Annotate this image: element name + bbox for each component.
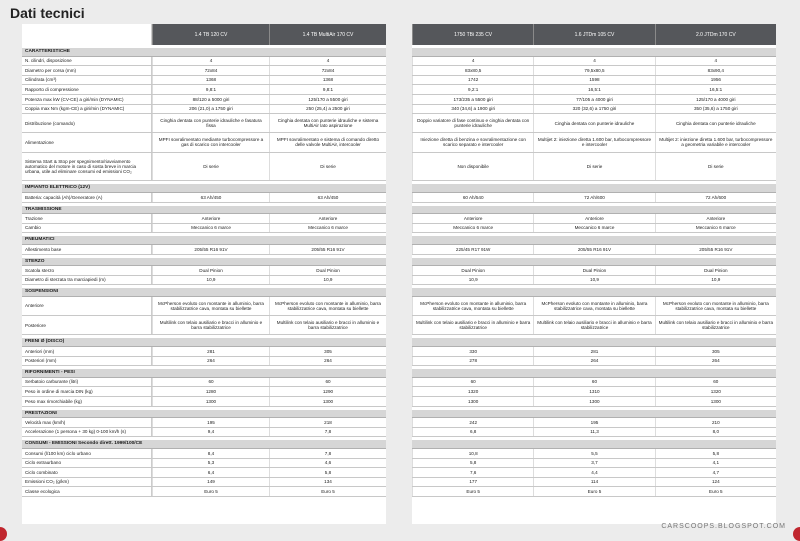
section-header-row xyxy=(412,236,776,245)
spec-row xyxy=(22,224,386,234)
spec-value: 205/55 R16 91V xyxy=(269,245,386,254)
spec-value: Multilink con telaio ausiliario e bracci in alluminio e barra stabilizzatrice xyxy=(655,316,776,334)
spec-value: 10,8 xyxy=(412,449,533,458)
section-header-row xyxy=(22,184,386,193)
spec-row xyxy=(22,478,386,488)
spec-label: Diametro di sterzata tra marciapiedi (m) xyxy=(22,276,152,285)
spec-value: Multilink con telaio ausiliario e bracci in alluminio e barra stabilizzatrice xyxy=(533,316,654,334)
spec-row xyxy=(22,468,386,478)
spec-label: Trazione xyxy=(22,214,152,223)
spec-value: 320 (32,6) a 1750 giri xyxy=(533,105,654,114)
spec-value: 124 xyxy=(655,478,776,487)
spec-value: Euro 5 xyxy=(533,487,654,496)
spec-value: Cinghia dentata con punterie idrauliche e sistema MultiAir lato aspirazione xyxy=(269,114,386,132)
spec-row xyxy=(412,347,776,357)
spec-row xyxy=(22,133,386,152)
spec-value: 250 (25,4) a 2500 giri xyxy=(269,105,386,114)
spec-value: Multijet 2: iniezione diretta 1.600 bar, turbocompressore e intercooler xyxy=(533,133,654,151)
spec-value: Di serie xyxy=(533,153,654,181)
spec-value: 205/55 R16 91V xyxy=(533,245,654,254)
spec-value: 8,4 xyxy=(152,449,269,458)
spec-value: Dual Pinion xyxy=(269,266,386,275)
spec-value: 6,8 xyxy=(412,428,533,437)
spec-value: 218 xyxy=(269,418,386,427)
spec-row xyxy=(22,95,386,105)
spec-value: 16,5:1 xyxy=(533,85,654,94)
spec-value: 1280 xyxy=(152,387,269,396)
spec-value: 225/45 R17 91W xyxy=(412,245,533,254)
spec-row xyxy=(412,478,776,488)
spec-row xyxy=(22,114,386,133)
spec-value: Di serie xyxy=(655,153,776,181)
spec-value: Euro 5 xyxy=(152,487,269,496)
spec-value: 6,4 xyxy=(152,468,269,477)
section-title xyxy=(412,184,776,192)
spec-value: 195 xyxy=(152,418,269,427)
spec-value: 63 Ah/450 xyxy=(269,193,386,202)
section-header-row xyxy=(22,258,386,267)
section-title: RIFORNIMENTI - PESI xyxy=(25,370,75,376)
section-header-row xyxy=(22,410,386,419)
spec-value: McPherson evoluto con montante in alluminio, barra stabilizzatrice cava, montata su biellette xyxy=(655,297,776,315)
spec-value: 278 xyxy=(412,357,533,366)
spec-row xyxy=(22,66,386,76)
spec-value: 5,5 xyxy=(533,449,654,458)
spec-value: 1310 xyxy=(533,387,654,396)
section-header-row xyxy=(412,369,776,378)
spec-row xyxy=(412,133,776,152)
section-title: CONSUMI - EMISSIONI Secondo dirett. 1999/100/CE xyxy=(25,441,143,447)
spec-value: 63 Ah/450 xyxy=(152,193,269,202)
section-header-row xyxy=(22,236,386,245)
spec-value: Cinghia dentata con punterie idrauliche xyxy=(655,114,776,132)
spec-label: Emissioni CO₂ (g/km) xyxy=(22,478,152,487)
spec-row xyxy=(412,245,776,255)
spec-value: 5,8 xyxy=(655,449,776,458)
spec-row xyxy=(412,224,776,234)
spec-label: Posteriori (mm) xyxy=(22,357,152,366)
spec-label: Peso in ordine di marcia DIN (kg) xyxy=(22,387,152,396)
spec-label: Cambio xyxy=(22,224,152,233)
spec-row xyxy=(22,85,386,95)
spec-label: Velocità max (km/h) xyxy=(22,418,152,427)
spec-label: Anteriore xyxy=(22,297,152,315)
spec-value: 210 xyxy=(655,418,776,427)
spec-value: 60 xyxy=(655,378,776,387)
spec-label: Sistema Start & Stop per spegnimento/riavviamento automatico del motore in caso di sosta breve in marcia urbana, utile ad eliminare consumi ed emissioni CO₂ xyxy=(22,153,152,181)
page-title: Dati tecnici xyxy=(10,5,85,21)
spec-value: Non disponibile xyxy=(412,153,533,181)
spec-value: 7,8 xyxy=(269,428,386,437)
spec-row xyxy=(412,297,776,316)
spec-value: 83x90,4 xyxy=(655,66,776,75)
section-title: FRENI Ø (DISCO) xyxy=(25,339,65,345)
spec-label: Ciclo combinato xyxy=(22,468,152,477)
spec-value: 10,9 xyxy=(412,276,533,285)
spec-value: 177 xyxy=(412,478,533,487)
spec-row xyxy=(22,153,386,182)
spec-value: 60 xyxy=(269,378,386,387)
spec-value: 9,2:1 xyxy=(412,85,533,94)
section-title: PRESTAZIONI xyxy=(25,410,57,416)
spec-value: 1300 xyxy=(152,397,269,406)
spec-value: 11,3 xyxy=(533,428,654,437)
spec-value: 1956 xyxy=(655,76,776,85)
section-title xyxy=(412,338,776,346)
spec-value: Anteriore xyxy=(412,214,533,223)
spec-value: 60 Ah/540 xyxy=(412,193,533,202)
spec-row xyxy=(412,193,776,203)
column-header: 1.4 TB 120 CV xyxy=(152,24,269,45)
spec-label: Allestimento base xyxy=(22,245,152,254)
spec-row xyxy=(412,459,776,469)
spec-value: 9,8:1 xyxy=(152,85,269,94)
spec-label: Accelerazione (1 persona + 30 kg) 0-100 km/h (s) xyxy=(22,428,152,437)
spec-row xyxy=(22,57,386,67)
spec-value: Dual Pinion xyxy=(533,266,654,275)
header-label-spacer xyxy=(22,24,152,45)
spec-value: Cinghia dentata con punterie idrauliche xyxy=(533,114,654,132)
spec-value: McPherson evoluto con montante in alluminio, barra stabilizzatrice cava, montata su biellette xyxy=(152,297,269,315)
spec-row xyxy=(22,214,386,224)
spec-value: 305 xyxy=(269,347,386,356)
section-header-row xyxy=(412,338,776,347)
spec-row xyxy=(22,357,386,367)
spec-value: Dual Pinion xyxy=(655,266,776,275)
section-header-row xyxy=(22,440,386,449)
spec-row xyxy=(412,276,776,286)
spec-value: Multilink con telaio ausiliario e bracci in alluminio e barra stabilizzatrice xyxy=(152,316,269,334)
spec-value: Multijet 2: iniezione diretta 1.600 bar, turbocompressore a geometria variabile e intercooler xyxy=(655,133,776,151)
spec-value: 4,7 xyxy=(655,468,776,477)
spec-value: 4 xyxy=(152,57,269,66)
section-title: SOSPENSIONI xyxy=(25,289,59,295)
column-header: 2.0 JTDm 170 CV xyxy=(655,24,776,45)
spec-value: 60 xyxy=(412,378,533,387)
spec-value: Dual Pinion xyxy=(412,266,533,275)
spec-value: 4,4 xyxy=(533,468,654,477)
spec-row xyxy=(22,397,386,407)
column-header: 1750 TBi 235 CV xyxy=(412,24,533,45)
section-title: PNEUMATICI xyxy=(25,237,55,243)
spec-value: 125/170 a 5500 giri xyxy=(269,95,386,104)
section-header-row xyxy=(412,206,776,215)
spec-row xyxy=(412,214,776,224)
spec-value: 72x84 xyxy=(269,66,386,75)
spec-value: 242 xyxy=(412,418,533,427)
spec-row xyxy=(412,76,776,86)
spec-value: 281 xyxy=(533,347,654,356)
spec-value: Di serie xyxy=(269,153,386,181)
spec-label: Potenza max kW (CV-CE) a giri/min (DYNAMIC) xyxy=(22,95,152,104)
spec-row xyxy=(22,487,386,497)
spec-value: McPherson evoluto con montante in alluminio, barra stabilizzatrice cava, montata su biellette xyxy=(269,297,386,315)
spec-label: Cilindrata (cm³) xyxy=(22,76,152,85)
spec-value: 114 xyxy=(533,478,654,487)
spec-value: 330 xyxy=(412,347,533,356)
section-header-row xyxy=(412,410,776,419)
spec-value: 206 (21,0) a 1750 giri xyxy=(152,105,269,114)
spec-value: 88/120 a 5000 giri xyxy=(152,95,269,104)
spec-value: 1368 xyxy=(152,76,269,85)
spec-value: McPherson evoluto con montante in alluminio, barra stabilizzatrice cava, montata su biellette xyxy=(533,297,654,315)
spec-value: 340 (34,6) a 1900 giri xyxy=(412,105,533,114)
spec-value: 10,9 xyxy=(269,276,386,285)
spec-row xyxy=(22,378,386,388)
section-header-row xyxy=(22,48,386,57)
spec-value: Meccanico 6 marce xyxy=(533,224,654,233)
spec-value: 195 xyxy=(533,418,654,427)
spec-row xyxy=(412,85,776,95)
spec-row xyxy=(412,105,776,115)
spec-row xyxy=(22,449,386,459)
spec-label: Batteria: capacità (Ah)/Generatore (A) xyxy=(22,193,152,202)
spec-row xyxy=(22,297,386,316)
spec-row xyxy=(22,387,386,397)
spec-label: Coppia max Nm (kgm-CE) a giri/min (DYNAMIC) xyxy=(22,105,152,114)
spec-value: Meccanico 6 marce xyxy=(152,224,269,233)
section-title xyxy=(412,369,776,377)
column-header: 1.4 TB MultiAir 170 CV xyxy=(269,24,386,45)
spec-value: 3,7 xyxy=(533,459,654,468)
spec-row xyxy=(22,418,386,428)
spec-row xyxy=(412,153,776,182)
spec-value: 205/55 R16 91V xyxy=(655,245,776,254)
spec-row xyxy=(412,266,776,276)
spec-value: 4 xyxy=(269,57,386,66)
spec-row xyxy=(22,428,386,438)
spec-value: 134 xyxy=(269,478,386,487)
spec-label: Anteriori (mm) xyxy=(22,347,152,356)
left-spec-table xyxy=(22,24,386,524)
section-title xyxy=(412,206,776,214)
spec-value: MPFI sovralimentato mediante turbocompressore a gas di scarico con intercooler xyxy=(152,133,269,151)
section-title: IMPIANTO ELETTRICO (12V) xyxy=(25,185,90,191)
spec-value: 9,8:1 xyxy=(269,85,386,94)
spec-value: 79,5x80,5 xyxy=(533,66,654,75)
spec-row xyxy=(412,487,776,497)
spec-label: Diametro per corsa (mm) xyxy=(22,66,152,75)
right-spec-table xyxy=(412,24,776,524)
spec-row xyxy=(22,245,386,255)
spec-label: N. cilindri, disposizione xyxy=(22,57,152,66)
spec-value: 1300 xyxy=(412,397,533,406)
column-header: 1.6 JTDm 105 CV xyxy=(533,24,654,45)
spec-value: 83x80,5 xyxy=(412,66,533,75)
spec-value: 10,9 xyxy=(655,276,776,285)
spec-value: 1290 xyxy=(269,387,386,396)
spec-value: Multilink con telaio ausiliario e bracci in alluminio e barra stabilizzatrice xyxy=(412,316,533,334)
spec-value: Anteriore xyxy=(655,214,776,223)
spec-row xyxy=(412,316,776,335)
spec-value: 264 xyxy=(152,357,269,366)
spec-value: McPherson evoluto con montante in alluminio, barra stabilizzatrice cava, montata su biellette xyxy=(412,297,533,315)
spec-value: 4 xyxy=(533,57,654,66)
spec-row xyxy=(412,66,776,76)
spec-value: 7,6 xyxy=(412,468,533,477)
spec-value: 173/235 a 5500 giri xyxy=(412,95,533,104)
spec-row xyxy=(22,316,386,335)
spec-value: 5,8 xyxy=(412,459,533,468)
section-title: CARATTERISTICHE xyxy=(25,49,70,55)
spec-value: Cinghia dentata con punterie idrauliche e fasatura fissa xyxy=(152,114,269,132)
spec-label: Peso max rimorchiabile (kg) xyxy=(22,397,152,406)
spec-value: Multilink con telaio ausiliario e bracci in alluminio e barra stabilizzatrice xyxy=(269,316,386,334)
spec-row xyxy=(22,459,386,469)
spec-row xyxy=(412,387,776,397)
spec-value: 9,4 xyxy=(152,428,269,437)
spec-row xyxy=(412,378,776,388)
spec-row xyxy=(22,276,386,286)
section-header-row xyxy=(412,48,776,57)
spec-value: 305 xyxy=(655,347,776,356)
spec-value: 205/55 R16 91V xyxy=(152,245,269,254)
spec-value: 4,1 xyxy=(655,459,776,468)
section-title: STERZO xyxy=(25,258,45,264)
section-header-row xyxy=(22,369,386,378)
section-header-row xyxy=(412,440,776,449)
spec-value: 4,6 xyxy=(269,459,386,468)
spec-row xyxy=(412,428,776,438)
spec-value: 72 Ah/600 xyxy=(533,193,654,202)
section-title: TRASMISSIONE xyxy=(25,206,62,212)
spec-value: Di serie xyxy=(152,153,269,181)
section-header-row xyxy=(412,258,776,267)
spec-value: 1300 xyxy=(655,397,776,406)
spec-value: Dual Pinion xyxy=(152,266,269,275)
spec-row xyxy=(412,468,776,478)
spec-value: 4 xyxy=(655,57,776,66)
spec-value: 1598 xyxy=(533,76,654,85)
spec-value: 125/170 a 4000 giri xyxy=(655,95,776,104)
spec-value: 72x84 xyxy=(152,66,269,75)
spec-value: 10,9 xyxy=(152,276,269,285)
section-header-row xyxy=(412,288,776,297)
spec-label: Classe ecologica xyxy=(22,487,152,496)
spec-label: Rapporto di compressione xyxy=(22,85,152,94)
spec-value: 5,8 xyxy=(269,468,386,477)
section-title xyxy=(412,440,776,448)
section-title xyxy=(412,236,776,244)
spec-label: Posteriore xyxy=(22,316,152,334)
spec-label: Ciclo extraurbano xyxy=(22,459,152,468)
spec-value: 60 xyxy=(533,378,654,387)
section-title xyxy=(412,288,776,296)
decorative-corner-left xyxy=(0,527,7,541)
spec-value: Anteriore xyxy=(269,214,386,223)
spec-label: Consumi (l/100 km) ciclo urbano xyxy=(22,449,152,458)
spec-row xyxy=(412,57,776,67)
spec-row xyxy=(412,357,776,367)
spec-value: 10,9 xyxy=(533,276,654,285)
spec-row xyxy=(22,105,386,115)
spec-label: Scatola sterzo xyxy=(22,266,152,275)
spec-value: 5,3 xyxy=(152,459,269,468)
section-header-row xyxy=(412,184,776,193)
spec-value: Euro 5 xyxy=(655,487,776,496)
spec-value: Doppio variatore di fase continuo e cinghia dentata con punterie idrauliche xyxy=(412,114,533,132)
decorative-corner-right xyxy=(793,527,800,541)
spec-value: 7,8 xyxy=(269,449,386,458)
spec-value: 264 xyxy=(533,357,654,366)
spec-value: 149 xyxy=(152,478,269,487)
spec-value: 1300 xyxy=(533,397,654,406)
section-title xyxy=(412,410,776,418)
spec-value: 264 xyxy=(269,357,386,366)
watermark: CARSCOOPS.BLOGSPOT.COM xyxy=(661,523,786,530)
spec-value: Meccanico 6 marce xyxy=(412,224,533,233)
spec-row xyxy=(412,114,776,133)
spec-label: Alimentazione xyxy=(22,133,152,151)
spec-value: 350 (35,6) a 1750 giri xyxy=(655,105,776,114)
spec-label: Serbatoio carburante (litri) xyxy=(22,378,152,387)
spec-value: 281 xyxy=(152,347,269,356)
spec-value: 1368 xyxy=(269,76,386,85)
spec-row xyxy=(22,347,386,357)
spec-value: 8,0 xyxy=(655,428,776,437)
spec-value: Euro 5 xyxy=(412,487,533,496)
spec-value: 1300 xyxy=(269,397,386,406)
spec-value: Euro 5 xyxy=(269,487,386,496)
spec-label: Distribuzione (comando) xyxy=(22,114,152,132)
spec-row xyxy=(412,95,776,105)
spec-value: Meccanico 6 marce xyxy=(269,224,386,233)
section-title xyxy=(412,48,776,56)
section-header-row xyxy=(22,338,386,347)
spec-value: 77/105 a 4000 giri xyxy=(533,95,654,104)
spec-value: Anteriore xyxy=(152,214,269,223)
spec-value: 1320 xyxy=(412,387,533,396)
spec-row xyxy=(22,266,386,276)
section-header-row xyxy=(22,288,386,297)
spec-row xyxy=(412,449,776,459)
spec-value: Meccanico 6 marce xyxy=(655,224,776,233)
spec-row xyxy=(412,397,776,407)
spec-row xyxy=(22,76,386,86)
spec-row xyxy=(22,193,386,203)
spec-value: MPFI sovralimentato e sistema di comando diretto delle valvole MultiAir, intercooler xyxy=(269,133,386,151)
spec-value: 4 xyxy=(412,57,533,66)
spec-value: Anteriore xyxy=(533,214,654,223)
spec-value: 16,5:1 xyxy=(655,85,776,94)
spec-value: 72 Ah/600 xyxy=(655,193,776,202)
section-header-row xyxy=(22,206,386,215)
spec-value: Iniezione diretta di benzina e sovralimentazione con scarico separato e intercooler xyxy=(412,133,533,151)
spec-row xyxy=(412,418,776,428)
spec-value: 264 xyxy=(655,357,776,366)
spec-value: 1742 xyxy=(412,76,533,85)
spec-value: 1320 xyxy=(655,387,776,396)
spec-value: 60 xyxy=(152,378,269,387)
section-title xyxy=(412,258,776,266)
